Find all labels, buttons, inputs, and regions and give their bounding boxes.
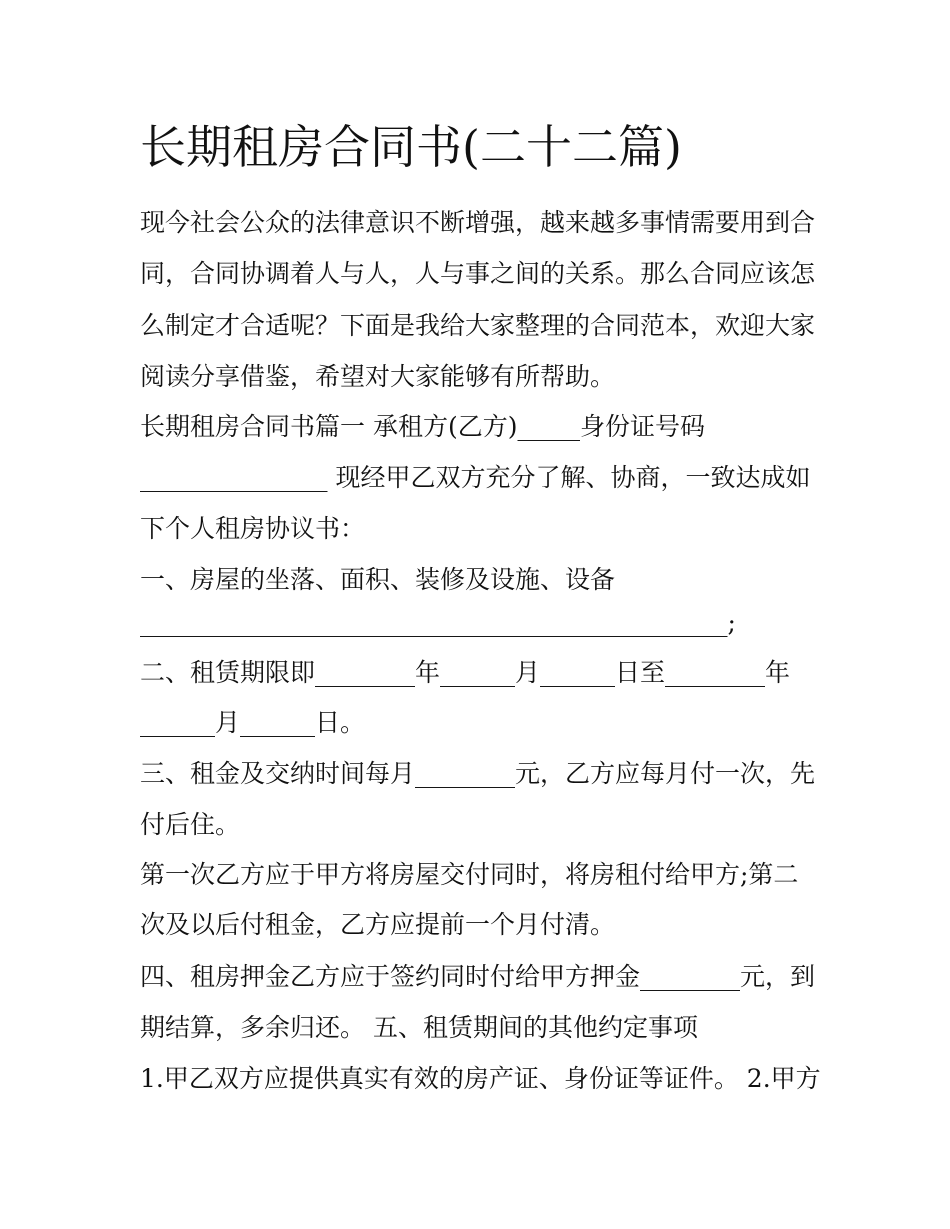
paragraph-line: 二、租赁期限即________年______月______日至________年: [140, 658, 791, 687]
paragraph-line: ______月______日。: [140, 708, 366, 737]
paragraph-line: 一、房屋的坐落、面积、装修及设施、设备: [140, 565, 616, 594]
paragraph-line: 第一次乙方应于甲方将房屋交付同时，将房租付给甲方;第二: [140, 860, 799, 889]
paragraph-line: _______________________________________________;: [140, 608, 736, 637]
paragraph-line: 长期租房合同书篇一 承租方(乙方)_____身份证号码: [140, 412, 705, 441]
paragraph-line: 阅读分享借鉴，希望对大家能够有所帮助。: [140, 362, 616, 391]
document-title: 长期租房合同书(二十二篇): [140, 120, 682, 174]
paragraph-line: 三、租金及交纳时间每月________元，乙方应每月付一次，先: [140, 759, 816, 788]
paragraph-line: 下个人租房协议书：: [140, 514, 366, 543]
paragraph-line: 同，合同协调着人与人，人与事之间的关系。那么合同应该怎: [140, 259, 816, 288]
paragraph-line: _______________ 现经甲乙双方充分了解、协商，一致达成如: [140, 463, 811, 492]
paragraph-line: 付后住。: [140, 810, 241, 839]
paragraph-line: 1.甲乙双方应提供真实有效的房产证、身份证等证件。 2.甲方: [140, 1064, 821, 1093]
paragraph-line: 现今社会公众的法律意识不断增强，越来越多事情需要用到合: [140, 208, 816, 237]
paragraph-line: 期结算，多余归还。 五、租赁期间的其他约定事项: [140, 1013, 698, 1042]
paragraph-line: 次及以后付租金，乙方应提前一个月付清。: [140, 910, 616, 939]
paragraph-line: 么制定才合适呢？下面是我给大家整理的合同范本，欢迎大家: [140, 311, 816, 340]
paragraph-line: 四、租房押金乙方应于签约同时付给甲方押金________元，到: [140, 962, 816, 991]
